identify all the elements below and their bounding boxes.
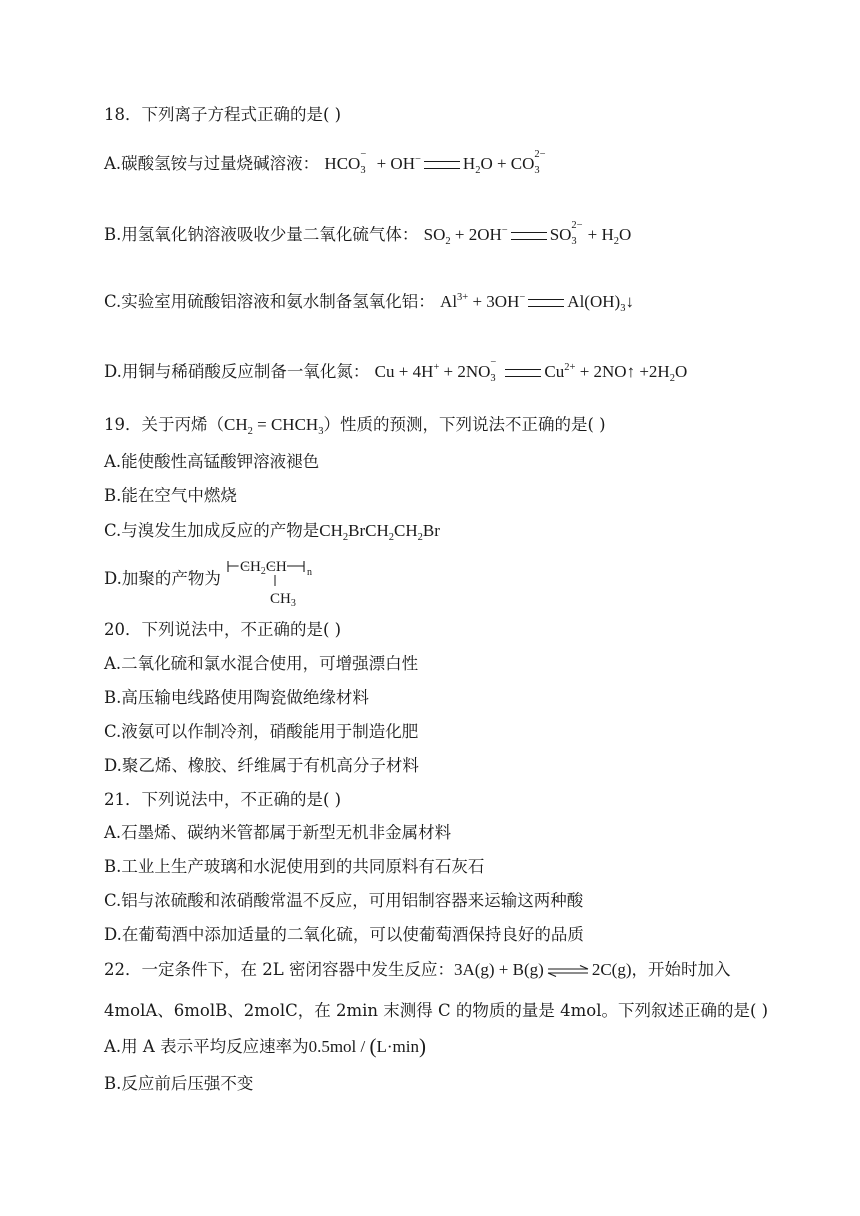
q18-option-d-label: D.用铜与稀硝酸反应制备一氧化氮： xyxy=(104,362,370,381)
q22-option-a-label: A.用 A 表示平均反应速率为 xyxy=(104,1037,309,1056)
q19-option-a: A.能使酸性高锰酸钾溶液褪色 xyxy=(104,452,320,471)
q19-option-c-formula: $CH_2BrCH_2CH_2Br$ xyxy=(319,521,440,543)
q19-stem xyxy=(104,414,606,436)
q19-option-d-label: D.加聚的产物为 xyxy=(104,569,221,588)
q21-option-a: A.石墨烯、碳纳米管都属于新型无机非金属材料 xyxy=(104,823,452,842)
q20-option-a: A.二氧化硫和氯水混合使用，可增强漂白性 xyxy=(104,654,419,673)
q19-option-c-label: C.与溴发生加成反应的产物是 xyxy=(104,521,320,540)
q20-option-d: D.聚乙烯、橡胶、纤维属于有机高分子材料 xyxy=(104,756,419,775)
q18-option-c xyxy=(104,291,634,313)
q22-stem-line2: 4molA、6molB、2molC，在 2min 末测得 C 的物质的量是 4mol。下列叙述正确的是( ) xyxy=(104,1001,769,1020)
q21-option-c: C.铝与浓硫酸和浓硝酸常温不反应，可用铝制容器来运输这两种酸 xyxy=(104,891,584,910)
svg-text:CH2CH: $CH_2CH$ xyxy=(240,559,287,577)
q21-option-b: B.工业上生产玻璃和水泥使用到的共同原料有石灰石 xyxy=(104,857,485,876)
q18-option-a-equation: HCO − 3 + OH− $H_2O$ + CO 2− 3 xyxy=(324,149,546,176)
q18-option-d-equation: Cu + 4H+ + 2NO − 3 $Cu^{2+}$ + 2NO↑ $+2H_2O$ xyxy=(374,357,688,384)
q22-option-a-rate: 0.5mol / (L·min) xyxy=(308,1034,426,1058)
q22-option-b: B.反应前后压强不变 xyxy=(104,1074,254,1093)
q22-stem xyxy=(104,959,730,981)
q19-option-b: B.能在空气中燃烧 xyxy=(104,486,237,505)
q18-stem: 18．下列离子方程式正确的是( ) xyxy=(104,105,342,124)
q18-option-c-equation: $Al^{3+} + 3OH^-$ $Al(OH)_3↓$ xyxy=(440,292,634,314)
q19-propene-formula: $CH_2$ = $CHCH_3$ xyxy=(224,415,324,437)
q19-stem-post: ）性质的预测，下列说法不正确的是( ) xyxy=(323,415,606,434)
q20-stem: 20．下列说法中，不正确的是( ) xyxy=(104,620,342,639)
q19-stem-pre: 19．关于丙烯（ xyxy=(104,415,224,434)
svg-text:n: n xyxy=(307,567,312,578)
polypropylene-structure xyxy=(104,555,324,607)
svg-text:CH3: $CH_3$ xyxy=(270,591,296,607)
q18-option-a-label: A.碳酸氢铵与过量烧碱溶液： xyxy=(104,154,320,173)
q22-stem-pre: 22．一定条件下，在 2L 密闭容器中发生反应： xyxy=(104,960,454,979)
q21-stem: 21．下列说法中，不正确的是( ) xyxy=(104,790,342,809)
q18-option-b xyxy=(104,220,632,247)
q22-stem-post: ，开始时加入 xyxy=(631,960,731,979)
q20-option-c: C.液氨可以作制冷剂，硝酸能用于制造化肥 xyxy=(104,722,419,741)
q22-option-a xyxy=(104,1035,426,1058)
q18-option-c-label: C.实验室用硫酸铝溶液和氨水制备氢氧化铝： xyxy=(104,292,435,311)
q18-option-b-equation: $SO_2 + 2OH^-$ SO 2− 3 + $H_2O$ xyxy=(423,220,632,247)
q20-option-b: B.高压输电线路使用陶瓷做绝缘材料 xyxy=(104,688,369,707)
q18-option-b-label: B.用氢氧化钠溶液吸收少量二氧化硫气体： xyxy=(104,225,419,244)
q18-option-a xyxy=(104,149,546,176)
reversible-arrow-icon xyxy=(546,965,590,977)
q18-option-d xyxy=(104,357,688,384)
q19-option-c xyxy=(104,520,440,542)
q21-option-d: D.在葡萄酒中添加适量的二氧化硫，可以使葡萄酒保持良好的品质 xyxy=(104,925,584,944)
q22-reaction-equation: 3A(g) + B(g) 2C(g) xyxy=(453,960,632,979)
